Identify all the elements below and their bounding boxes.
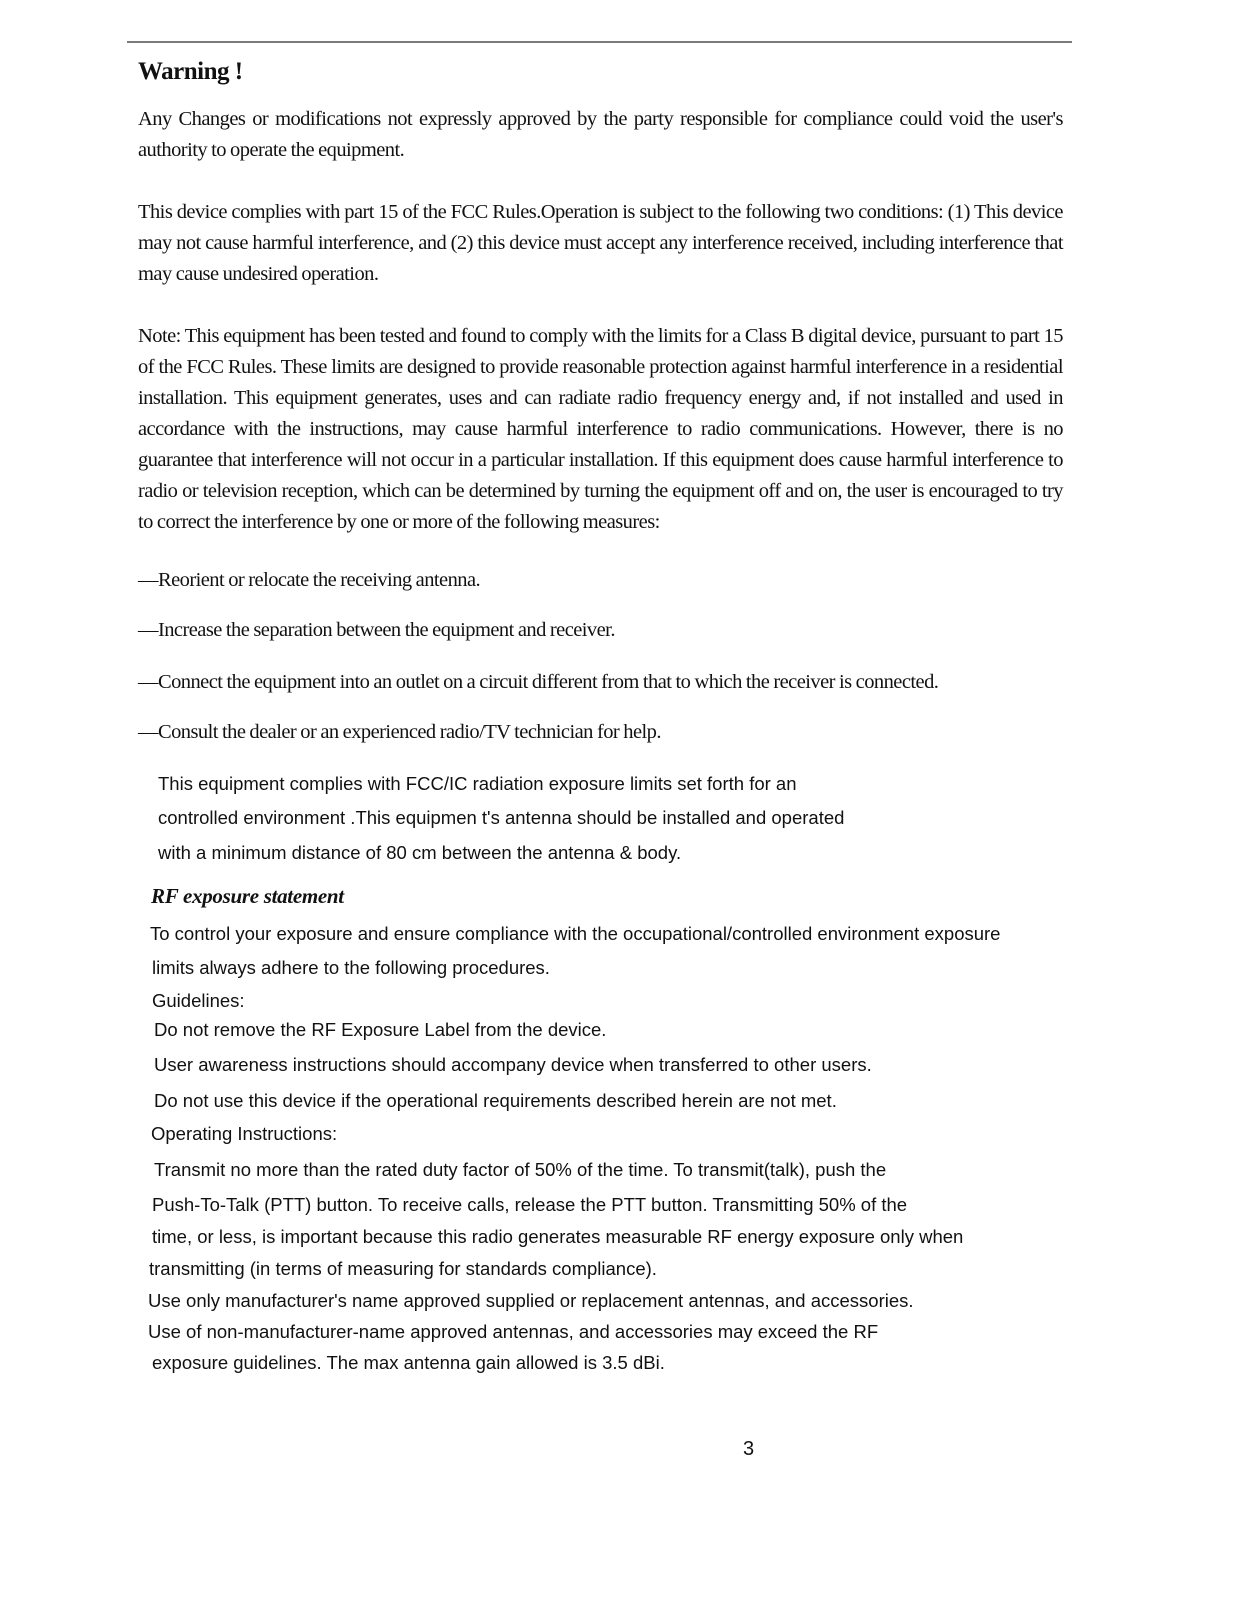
note-paragraph: Note: This equipment has been tested and found to comply with the limits for a Class B digital device, pursuant to part 15 of the FCC Rules. These limits are designed to provide reasonable protection against harmful interference in a residential installation. This equipment generates, uses and can radiate radio frequency energy and, if not installed and used in accordance with the instructions, may cause harmful interference to radio communications. However, there is no guarantee that interference will not occur in a particular installation. If this equipment does cause harmful interference to radio or television reception, which can be determined by turning the equipment off and on, the user is encouraged to try to correct the interference by one or more of the following measures: xyxy=(138,325,1063,533)
measure-item: —Reorient or relocate the receiving antenna. xyxy=(138,569,481,591)
rf-line: Push-To-Talk (PTT) button. To receive calls, release the PTT button. Transmitting 50% of the xyxy=(152,1194,908,1215)
radiation-line: controlled environment .This equipmen t's antenna should be installed and operated xyxy=(158,807,845,828)
rf-line: To control your exposure and ensure compliance with the occupational/controlled environment exposure xyxy=(150,923,1001,944)
radiation-line: This equipment complies with FCC/IC radiation exposure limits set forth for an xyxy=(158,773,797,794)
rf-exposure-heading: RF exposure statement xyxy=(151,884,344,908)
guidelines-label: Guidelines: xyxy=(152,990,245,1011)
rf-line: Use only manufacturer's name approved supplied or replacement antennas, and accessories. xyxy=(148,1290,914,1311)
rf-line: transmitting (in terms of measuring for standards compliance). xyxy=(149,1258,657,1279)
operating-instructions-label: Operating Instructions: xyxy=(151,1123,338,1144)
rf-line: Use of non-manufacturer-name approved antennas, and accessories may exceed the RF xyxy=(148,1321,879,1342)
rf-line: exposure guidelines. The max antenna gain allowed is 3.5 dBi. xyxy=(152,1352,665,1373)
fcc-part15-paragraph: This device complies with part 15 of the FCC Rules.Operation is subject to the following two conditions: (1) This device may not cause harmful interference, and (2) this device must accept any interference received, including interference that may cause undesired operation. xyxy=(138,201,1063,285)
measure-item: —Connect the equipment into an outlet on a circuit different from that to which the receiver is connected. xyxy=(138,671,939,693)
measure-item: —Increase the separation between the equipment and receiver. xyxy=(138,619,615,641)
warning-title: Warning ! xyxy=(138,58,243,85)
changes-paragraph: Any Changes or modifications not expressly approved by the party responsible for compliance could void the user's authority to operate the equipment. xyxy=(138,108,1063,161)
rf-line: Do not remove the RF Exposure Label from the device. xyxy=(154,1019,607,1040)
rf-line: time, or less, is important because this radio generates measurable RF energy exposure only when xyxy=(152,1226,964,1247)
radiation-line: with a minimum distance of 80 cm between the antenna & body. xyxy=(158,842,682,863)
page-number: 3 xyxy=(743,1438,755,1460)
rf-line: Do not use this device if the operational requirements described herein are not met. xyxy=(154,1090,837,1111)
rf-line: Transmit no more than the rated duty factor of 50% of the time. To transmit(talk), push the xyxy=(154,1159,887,1180)
rf-line: limits always adhere to the following procedures. xyxy=(152,957,550,978)
measure-item: —Consult the dealer or an experienced radio/TV technician for help. xyxy=(138,721,661,743)
header-rule xyxy=(127,41,1072,43)
rf-line: User awareness instructions should accompany device when transferred to other users. xyxy=(154,1054,872,1075)
